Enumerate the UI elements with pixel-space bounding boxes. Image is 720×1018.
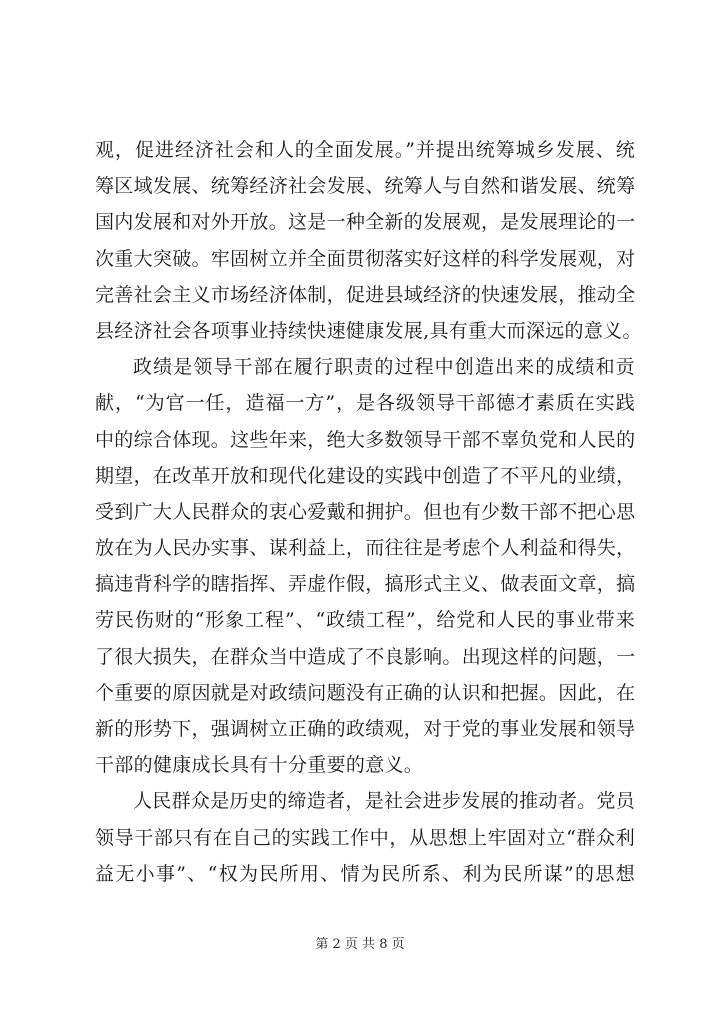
text-line: 完善社会主义市场经济体制，促进县域经济的快速发展，推动全	[95, 283, 636, 306]
text-line: 领导干部只有在自己的实践工作中，从思想上牢固对立“群众利	[95, 826, 635, 849]
text-line: 筹区域发展、统筹经济社会发展、统筹人与自然和谐发展、统筹	[95, 175, 636, 198]
text-line: 国内发展和对外开放。这是一种全新的发展观，是发展理论的一	[95, 211, 636, 234]
text-line: 期望，在改革开放和现代化建设的实践中创造了不平凡的业绩，	[95, 464, 636, 487]
text-line: 个重要的原因就是对政绩问题没有正确的认识和把握。因此，在	[95, 681, 636, 704]
text-line: 干部的健康成长具有十分重要的意义。	[95, 754, 424, 777]
text-line: 次重大突破。牢固树立并全面贯彻落实好这样的科学发展观，对	[95, 247, 636, 270]
text-line: 观，促进经济社会和人的全面发展。”并提出统筹城乡发展、统	[95, 139, 635, 161]
text-line: 益无小事”、“权为民所用、情为民所系、利为民所谋”的思想	[95, 862, 635, 885]
text-line: 县经济社会各项事业持续快速健康发展,具有重大而深远的意义。	[95, 319, 642, 342]
paragraph-2	[95, 349, 635, 783]
text-line: 献，“为官一任，造福一方”，是各级领导干部德才素质在实践	[95, 392, 635, 415]
text-line: 中的综合体现。这些年来，绝大多数领导干部不辜负党和人民的	[95, 428, 636, 451]
text-line: 受到广大人民群众的衷心爱戴和拥护。但也有少数干部不把心思	[95, 500, 636, 523]
text-line: 新的形势下，强调树立正确的政绩观，对于党的事业发展和领导	[95, 718, 636, 740]
text-line: 搞违背科学的瞎指挥、弄虚作假，搞形式主义、做表面文章，搞	[95, 573, 636, 596]
text-line: 放在为人民办实事、谋利益上，而往往是考虑个人利益和得失，	[95, 537, 636, 560]
text-line: 人民群众是历史的缔造者，是社会进步发展的推动者。党员	[133, 790, 635, 813]
text-line: 政绩是领导干部在履行职责的过程中创造出来的成绩和贡	[133, 356, 635, 379]
paragraph-3	[95, 783, 635, 892]
document-body	[95, 132, 642, 892]
paragraph-1	[95, 132, 642, 349]
page-number-footer: 第 2 页 共 8 页	[315, 937, 405, 952]
text-line: 劳民伤财的“形象工程”、“政绩工程”，给党和人民的事业带来	[95, 609, 635, 632]
text-line: 了很大损失，在群众当中造成了不良影响。出现这样的问题，一	[95, 645, 636, 668]
